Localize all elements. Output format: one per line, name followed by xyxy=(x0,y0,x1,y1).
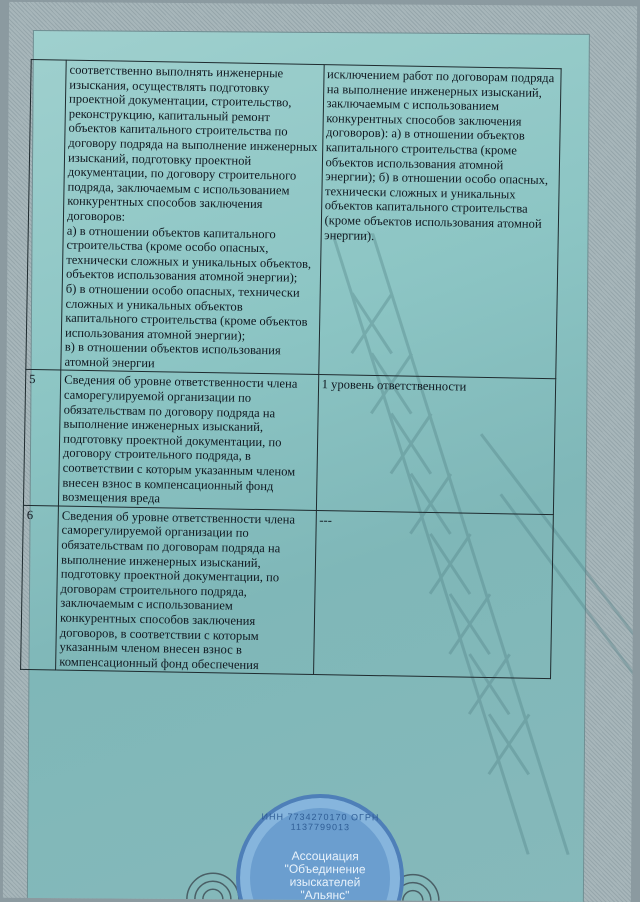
certificate-table xyxy=(20,59,562,680)
row-description-text: соответственно выполнять инженерные изыскания, осуществлять подготовку проектной документации, строительство, реконструкцию, капитальный ремонт объектов капитального строительства по договору подряда на выполнение инженерных изысканий, подготовку проектной документации, по договору строительного подряда, заключаемым с использованием конкурентных способов заключения договоров: xyxy=(67,63,320,228)
stamp-line: Ассоциация xyxy=(270,850,380,864)
row-description xyxy=(56,506,316,675)
row-value xyxy=(318,65,561,380)
row-description-item: а) в отношении объектов капитального строительства (кроме особо опасных, технически сложных и уникальных объектов, объектов использования атомной энергии); xyxy=(66,223,317,286)
certificate-page xyxy=(3,2,637,902)
row-value-text: --- xyxy=(319,513,550,532)
row-description-text: Сведения об уровне ответственности члена саморегулируемой организации по обязательствам по договорам подряда на выполнение инженерных изысканий, подготовку проектной документации, по договорам строительного подряда, заключаемым с использованием конкурентных способов заключения договоров, в соответствии с которым указанным членом внесен взнос в компенсационный фонд обеспечения xyxy=(59,508,312,673)
table-row xyxy=(26,59,561,379)
table-row xyxy=(21,505,554,679)
table-row xyxy=(23,370,555,515)
stamp-ring-text: ИНН 7734270170 ОГРН 1137799013 xyxy=(260,812,380,833)
row-description-text: Сведения об уровне ответственности члена саморегулируемой организации по обязательствам по договору подряда на выполнение инженерных изысканий, подготовку проектной документации, по договору строительного подряда, в соответствии с которым указанным членом внесен взнос в компенсационный фонд возмещения вреда xyxy=(62,373,315,509)
row-value xyxy=(316,375,556,514)
stamp-line: "Альянс" xyxy=(270,889,380,902)
stamp-line: изыскателей xyxy=(270,876,380,890)
row-value-text: исключением работ по договорам подряда на выполнение инженерных изысканий, заключаемым с использованием конкурентных способов заключения договоров): а) в отношении объектов капитального строительства (кроме объектов использования атомной энергии); б) в отношении особо опасных, технически сложных и уникальных объектов капитального строительства (кроме объектов использования атомной энергии). xyxy=(324,67,557,246)
row-description-item: б) в отношении особо опасных, технически сложных и уникальных объектов капитального строительства (кроме объектов использования атомной энергии); xyxy=(65,282,316,345)
row-value-text: 1 уровень ответственности xyxy=(322,378,553,397)
rosette-ornament-left xyxy=(183,869,243,899)
row-number xyxy=(26,59,66,370)
stamp-line: "Объединение xyxy=(270,863,380,877)
row-description xyxy=(59,371,319,511)
row-number: 6 xyxy=(21,505,59,670)
row-value xyxy=(313,510,553,679)
row-number: 5 xyxy=(23,370,60,506)
row-description-item: в) в отношении объектов использования атомной энергии xyxy=(64,340,315,374)
row-description xyxy=(61,60,324,375)
stamp-text xyxy=(270,850,380,902)
